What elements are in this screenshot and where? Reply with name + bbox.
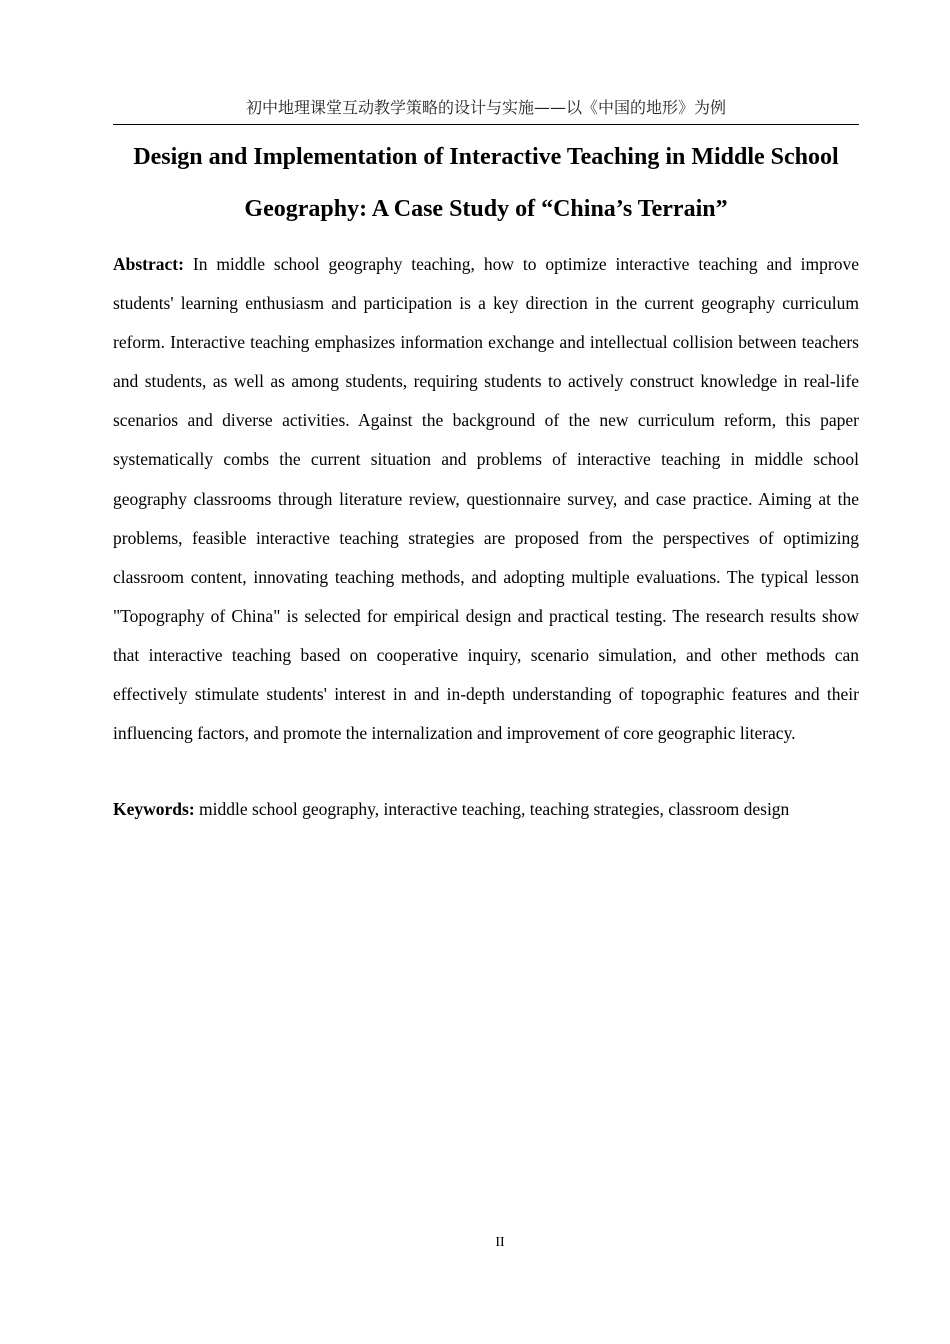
paper-title: Design and Implementation of Interactive Teaching in Middle School Geography: A Case Study of “China’s Terrain” <box>133 144 839 222</box>
keywords-text: middle school geography, interactive teaching, teaching strategies, classroom design <box>199 799 790 819</box>
abstract-label: Abstract: <box>113 254 184 274</box>
abstract-text: In middle school geography teaching, how to optimize interactive teaching and improve students' learning enthusiasm and participation is a key direction in the current geography curriculum reform. Interactive teaching emphasizes information exchange and intellectual collision between teachers and students, as well as among students, requiring students to actively construct knowledge in real-life scenarios and diverse activities. Against the background of the new curriculum reform, this paper systematically combs the current situation and problems of interactive teaching in middle school geography classrooms through literature review, questionnaire survey, and case practice. Aiming at the problems, feasible interactive teaching strategies are proposed from the perspectives of optimizing classroom content, innovating teaching methods, and adopting multiple evaluations. The typical lesson "Topography of China" is selected for empirical design and practical testing. The research results show that interactive teaching based on cooperative inquiry, scenario simulation, and other methods can effectively stimulate students' interest in and in-depth understanding of topographic features and their influencing factors, and promote the internalization and improvement of core geographic literacy. <box>113 254 860 744</box>
keywords-line <box>113 793 873 825</box>
header-rule <box>113 124 859 125</box>
keywords-label: Keywords: <box>113 799 195 819</box>
running-header: 初中地理课堂互动教学策略的设计与实施——以《中国的地形》为例 <box>245 98 726 117</box>
abstract-paragraph <box>113 245 859 753</box>
page-number: II <box>495 1235 505 1250</box>
